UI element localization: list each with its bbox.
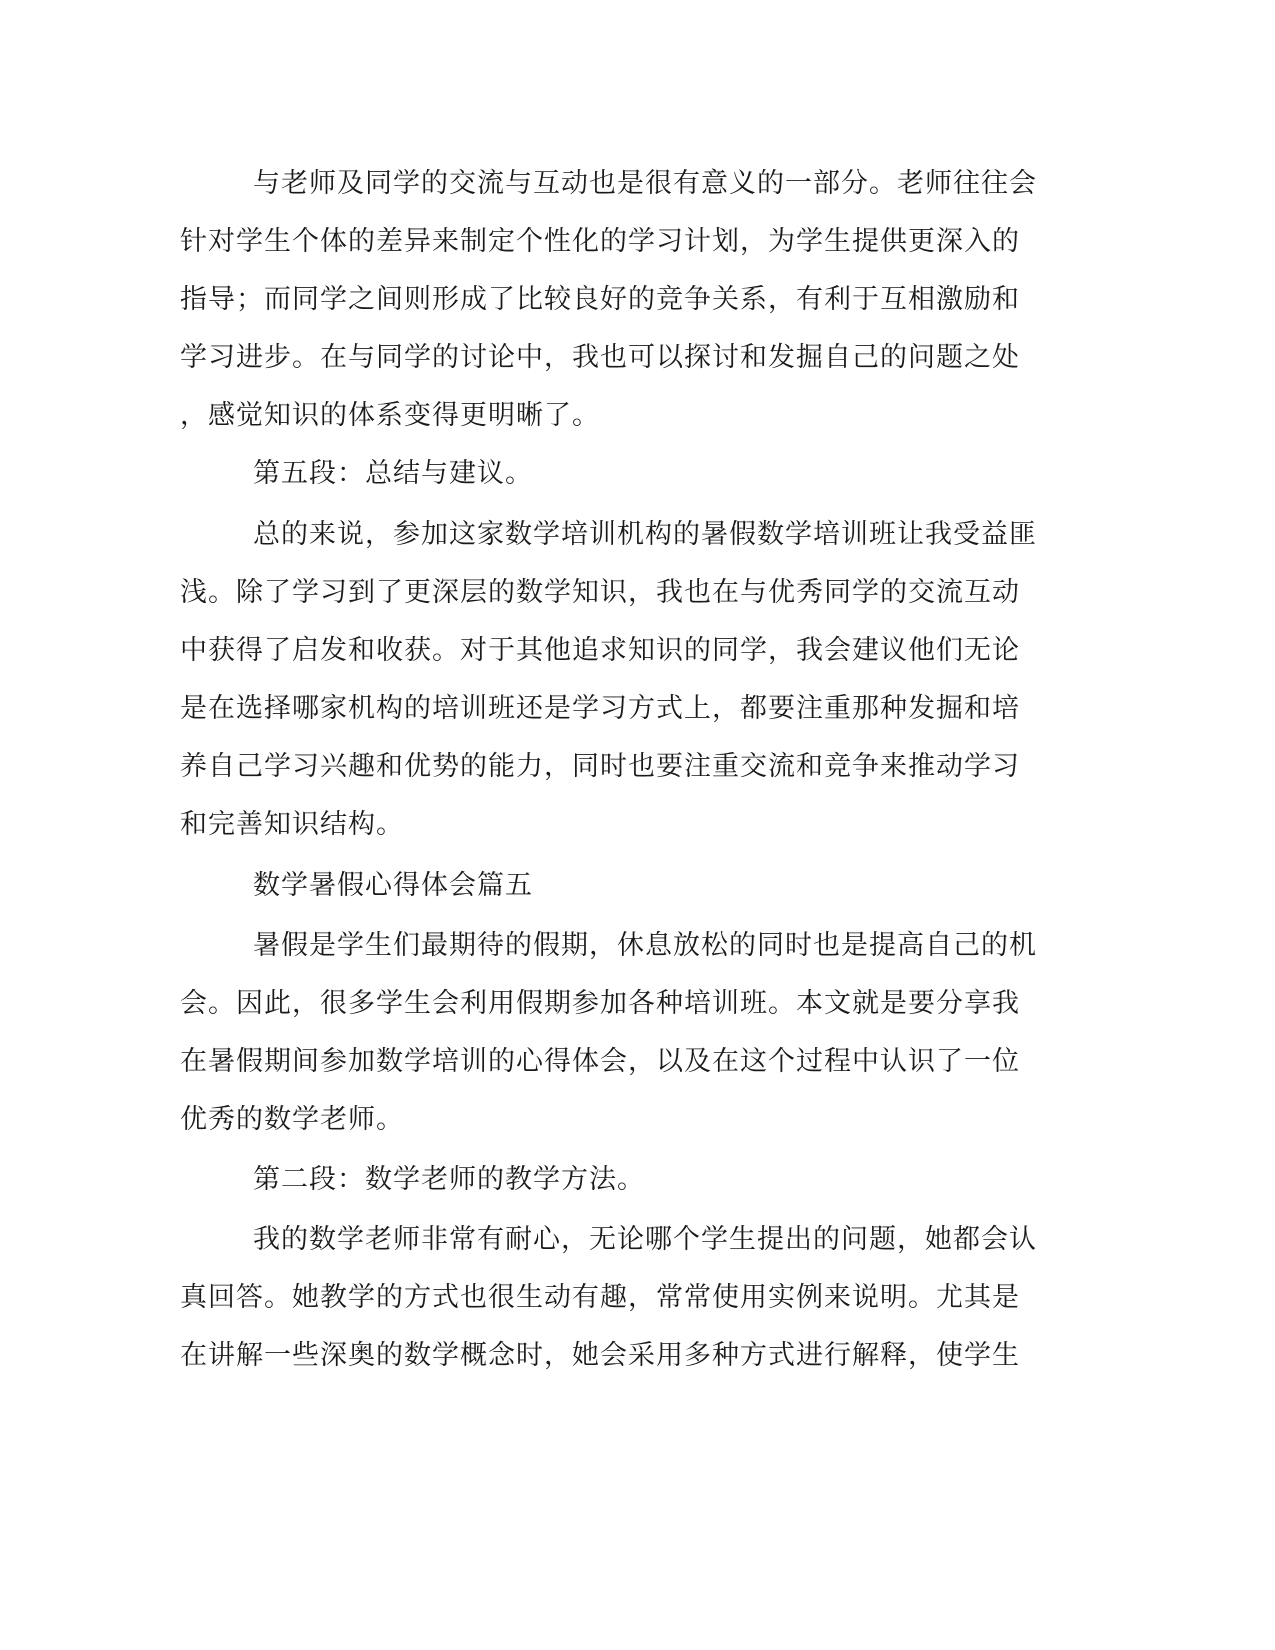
paragraph-3-line-3: 在暑假期间参加数学培训的心得体会，以及在这个过程中认识了一位 xyxy=(180,1046,1020,1077)
paragraph-3-line-1: 暑假是学生们最期待的假期，休息放松的同时也是提高自己的机 xyxy=(253,930,1037,961)
paragraph-2-line-5: 养自己学习兴趣和优势的能力，同时也要注重交流和竞争来推动学习 xyxy=(180,751,1020,782)
paragraph-2-line-4: 是在选择哪家机构的培训班还是学习方式上，都要注重那种发掘和培 xyxy=(180,693,1020,724)
paragraph-4-line-3: 在讲解一些深奥的数学概念时，她会采用多种方式进行解释，使学生 xyxy=(180,1340,1020,1371)
paragraph-1-line-5: ，感觉知识的体系变得更明晰了。 xyxy=(180,400,600,431)
paragraph-1-line-1: 与老师及同学的交流与互动也是很有意义的一部分。老师往往会 xyxy=(253,168,1037,199)
section-heading-two: 第二段：数学老师的教学方法。 xyxy=(253,1164,645,1195)
paragraph-4-line-2: 真回答。她教学的方式也很生动有趣，常常使用实例来说明。尤其是 xyxy=(180,1282,1020,1313)
paragraph-1-line-4: 学习进步。在与同学的讨论中，我也可以探讨和发掘自己的问题之处 xyxy=(180,342,1020,373)
paragraph-1-line-3: 指导；而同学之间则形成了比较良好的竞争关系，有利于互相激励和 xyxy=(180,284,1020,315)
paragraph-2-line-2: 浅。除了学习到了更深层的数学知识，我也在与优秀同学的交流互动 xyxy=(180,577,1020,608)
section-heading-five: 第五段：总结与建议。 xyxy=(253,458,533,489)
paragraph-4-line-1: 我的数学老师非常有耐心，无论哪个学生提出的问题，她都会认 xyxy=(253,1224,1037,1255)
paragraph-3-line-4: 优秀的数学老师。 xyxy=(180,1104,404,1135)
paragraph-2-line-6: 和完善知识结构。 xyxy=(180,809,404,840)
paragraph-3-line-2: 会。因此，很多学生会利用假期参加各种培训班。本文就是要分享我 xyxy=(180,988,1020,1019)
article-title-part-five: 数学暑假心得体会篇五 xyxy=(253,870,533,901)
paragraph-2-line-1: 总的来说，参加这家数学培训机构的暑假数学培训班让我受益匪 xyxy=(253,519,1037,550)
paragraph-1-line-2: 针对学生个体的差异来制定个性化的学习计划，为学生提供更深入的 xyxy=(180,226,1020,257)
paragraph-2-line-3: 中获得了启发和收获。对于其他追求知识的同学，我会建议他们无论 xyxy=(180,635,1020,666)
